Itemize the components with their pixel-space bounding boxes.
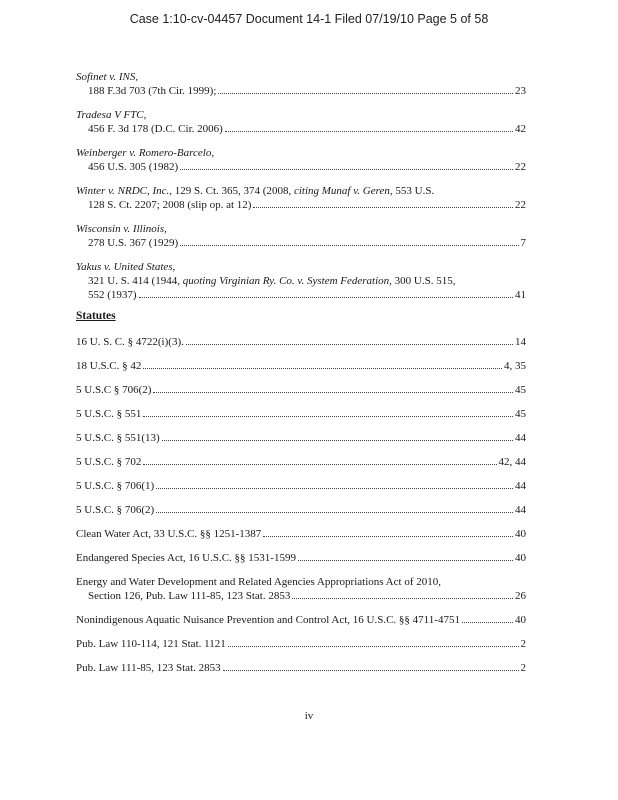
statute-text: 5 U.S.C. § 706(2) [76, 504, 155, 516]
case-name: Tradesa V FTC, [76, 109, 147, 121]
statute-text: 18 U.S.C. § 42 [76, 360, 142, 372]
page-reference: 45 [515, 408, 526, 420]
statutes-heading: Statutes [76, 310, 116, 322]
page-reference: 4, 35 [504, 360, 526, 372]
leader-dots [153, 391, 513, 393]
statute-entry [76, 431, 526, 445]
statute-text: Pub. Law 111-85, 123 Stat. 2853 [76, 662, 221, 674]
case-citation: 456 F. 3d 178 (D.C. Cir. 2006) [88, 123, 223, 135]
statute-text: Nonindigenous Aquatic Nuisance Prevention and Control Act, 16 U.S.C. §§ 4711-4751 [76, 614, 460, 626]
statute-text: 16 U. S. C. § 4722(i)(3). [76, 336, 184, 348]
leader-dots [292, 597, 513, 599]
statute-entry [76, 527, 526, 541]
leader-dots [143, 463, 496, 465]
leader-dots [186, 343, 513, 345]
leader-dots [225, 130, 513, 132]
case-citation-part: 321 U. S. 414 (1944, [88, 275, 183, 287]
page-reference: 42, 44 [498, 456, 526, 468]
statute-text-continued: Section 126, Pub. Law 111-85, 123 Stat. 2853 [88, 590, 291, 602]
statute-text: 5 U.S.C. § 702 [76, 456, 142, 468]
page-reference: 23 [515, 85, 526, 97]
leader-dots [156, 511, 513, 513]
case-entry [76, 222, 526, 250]
leader-dots [298, 559, 513, 561]
case-name: Sofinet v. INS, [76, 71, 139, 83]
case-citation: 128 S. Ct. 2207; 2008 (slip op. at 12) [88, 199, 252, 211]
leader-dots [223, 669, 519, 671]
page-reference: 41 [515, 289, 526, 301]
page-reference: 40 [515, 528, 526, 540]
leader-dots [156, 487, 513, 489]
case-citation-part: 553 U.S. [392, 185, 435, 197]
page-reference: 14 [515, 336, 526, 348]
statute-entry [76, 335, 526, 349]
case-entry [76, 108, 526, 136]
statute-entry [76, 479, 526, 493]
leader-dots [253, 206, 513, 208]
statute-entry [76, 613, 526, 627]
case-name: Winter v. NRDC, Inc., [76, 185, 173, 197]
page-reference: 44 [515, 432, 526, 444]
case-citation: 552 (1937) [88, 289, 137, 301]
leader-dots [180, 244, 518, 246]
statute-entry [76, 503, 526, 517]
case-citing: citing Munaf v. Geren, [293, 185, 393, 197]
page-reference: 2 [520, 638, 526, 650]
statute-text: Energy and Water Development and Related Agencies Appropriations Act of 2010, [76, 576, 441, 588]
page-reference: 26 [515, 590, 526, 602]
statute-text: 5 U.S.C. § 706(1) [76, 480, 155, 492]
case-name: Yakus v. United States, [76, 261, 176, 273]
leader-dots [462, 621, 513, 623]
case-citation-part: 129 S. Ct. 365, 374 (2008, [174, 185, 294, 197]
case-citation: 456 U.S. 305 (1982) [88, 161, 179, 173]
case-quoting: quoting Virginian Ry. Co. v. System Federation, [182, 275, 392, 287]
statute-text: Endangered Species Act, 16 U.S.C. §§ 1531-1599 [76, 552, 296, 564]
page-reference: 22 [515, 161, 526, 173]
statute-text: Pub. Law 110-114, 121 Stat. 1121 [76, 638, 226, 650]
case-name: Weinberger v. Romero-Barcelo, [76, 147, 215, 159]
statute-entry [76, 661, 526, 675]
document-header: Case 1:10-cv-04457 Document 14-1 Filed 07/19/10 Page 5 of 58 [129, 12, 489, 26]
page-reference: 7 [520, 237, 526, 249]
page-reference: 22 [515, 199, 526, 211]
leader-dots [228, 645, 519, 647]
statute-entry [76, 383, 526, 397]
page-number: iv [304, 710, 314, 722]
page-reference: 40 [515, 614, 526, 626]
case-citation: 188 F.3d 703 (7th Cir. 1999); [88, 85, 217, 97]
leader-dots [143, 415, 513, 417]
page-reference: 42 [515, 123, 526, 135]
leader-dots [180, 168, 513, 170]
statute-entry [76, 637, 526, 651]
statute-entry [76, 407, 526, 421]
page-reference: 40 [515, 552, 526, 564]
case-entry [76, 184, 526, 212]
case-name: Wisconsin v. Illinois, [76, 223, 167, 235]
statute-text: 5 U.S.C. § 551(13) [76, 432, 160, 444]
page-reference: 44 [515, 504, 526, 516]
case-citation: 278 U.S. 367 (1929) [88, 237, 179, 249]
leader-dots [162, 439, 513, 441]
leader-dots [143, 367, 502, 369]
case-citation-part: 300 U.S. 515, [391, 275, 456, 287]
statute-text: 5 U.S.C. § 551 [76, 408, 142, 420]
statute-entry [76, 575, 526, 603]
leader-dots [263, 535, 513, 537]
statute-entry [76, 359, 526, 373]
leader-dots [139, 296, 513, 298]
statute-text: Clean Water Act, 33 U.S.C. §§ 1251-1387 [76, 528, 262, 540]
statute-entry [76, 455, 526, 469]
statute-text: 5 U.S.C § 706(2) [76, 384, 152, 396]
leader-dots [218, 92, 513, 94]
page-reference: 2 [520, 662, 526, 674]
case-entry [76, 70, 526, 98]
case-entry [76, 260, 526, 302]
case-entry [76, 146, 526, 174]
page-reference: 45 [515, 384, 526, 396]
statute-entry [76, 551, 526, 565]
page-reference: 44 [515, 480, 526, 492]
